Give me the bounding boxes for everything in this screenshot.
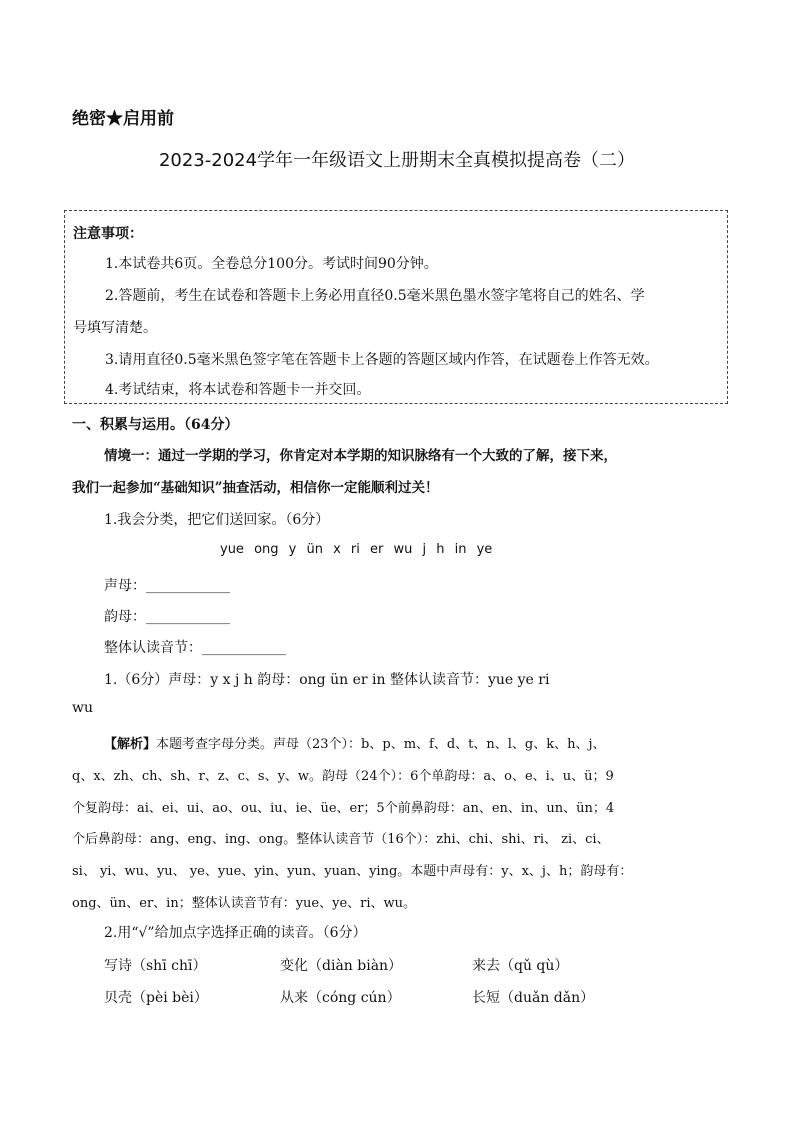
pinyin-list: yue ong y ün x ri er wu j h in ye xyxy=(220,542,493,557)
blank-initials: 声母：____________ xyxy=(104,578,230,594)
analysis-line xyxy=(104,733,606,752)
notice-item-2: 2.答题前，考生在试卷和答题卡上务必用直径0.5毫米黑色墨水签字笔将自己的姓名、学 xyxy=(105,288,645,304)
scenario-text-line1: 情境一：通过一学期的学习，你肯定对本学期的知识脉络有一个大致的了解，接下来， xyxy=(104,448,617,464)
notice-item-3: 3.请用直径0.5毫米黑色签字笔在答题卡上各题的答题区域内作答，在试题卷上作答无效。 xyxy=(105,352,659,368)
analysis-line: ong、ün、er、in；整体认读音节有：yue、ye、ri、wu。 xyxy=(72,896,417,911)
page-title: 2023-2024学年一年级语文上册期末全真模拟提高卷（二） xyxy=(158,150,636,171)
scenario-text-line2: 我们一起参加“基础知识”抽查活动，相信你一定能顺利过关！ xyxy=(72,480,439,496)
reading-choice-item: 长短（duǎn dǎn） xyxy=(472,990,595,1006)
reading-choice-item: 贝壳（pèi bèi） xyxy=(104,990,208,1006)
analysis-line: 个后鼻韵母：ang、eng、ing、ong。整体认读音节（16个）：zhi、chi、shi、ri、 zi、ci、 xyxy=(72,832,610,847)
notice-heading: 注意事项： xyxy=(73,226,143,242)
reading-choice-item: 来去（qǔ qù） xyxy=(472,958,569,974)
analysis-tag: 【解析】 xyxy=(104,737,157,752)
notice-item-1: 1.本试卷共6页。全卷总分100分。考试时间90分钟。 xyxy=(105,256,438,272)
section-heading: 一、积累与运用。（64分） xyxy=(72,417,239,433)
notice-item-2-cont: 号填写清楚。 xyxy=(73,320,157,336)
analysis-line: q、x、zh、ch、sh、r、z、c、s、y、w。韵母（24个）：6个单韵母：a、o、e、i、u、ü；9 xyxy=(72,769,614,784)
analysis-line: si、 yi、wu、yu、 ye、yue、yin、yun、yuan、ying。本题中声母有：y、x、j、h；韵母有： xyxy=(72,864,633,879)
blank-whole-syllables: 整体认读音节：____________ xyxy=(104,640,286,656)
notice-box xyxy=(64,210,728,404)
confidential-label: 绝密★启用前 xyxy=(72,109,174,129)
analysis-line: 个复韵母：ai、ei、ui、ao、ou、iu、ie、üe、er；5个前鼻韵母：an、en、in、un、ün；4 xyxy=(72,801,615,816)
question-2-prompt: 2.用“√”给加点字选择正确的读音。（6分） xyxy=(104,925,367,941)
question-1-prompt: 1.我会分类，把它们送回家。（6分） xyxy=(104,512,330,528)
notice-item-4: 4.考试结束，将本试卷和答题卡一并交回。 xyxy=(105,382,371,398)
analysis-text: 本题考查字母分类。声母（23个）：b、p、m、f、d、t、n、l、g、k、h、j、 xyxy=(156,737,606,752)
reading-choice-item: 从来（cóng cún） xyxy=(280,990,401,1006)
reading-choice-item: 变化（diàn biàn） xyxy=(280,958,403,974)
reading-choice-item: 写诗（shī chī） xyxy=(104,958,207,974)
answer-line-cont: wu xyxy=(72,700,93,716)
answer-line: 1.（6分）声母：y x j h 韵母：ong ün er in 整体认读音节：yue ye ri xyxy=(104,672,550,688)
blank-finals: 韵母：____________ xyxy=(104,609,230,625)
